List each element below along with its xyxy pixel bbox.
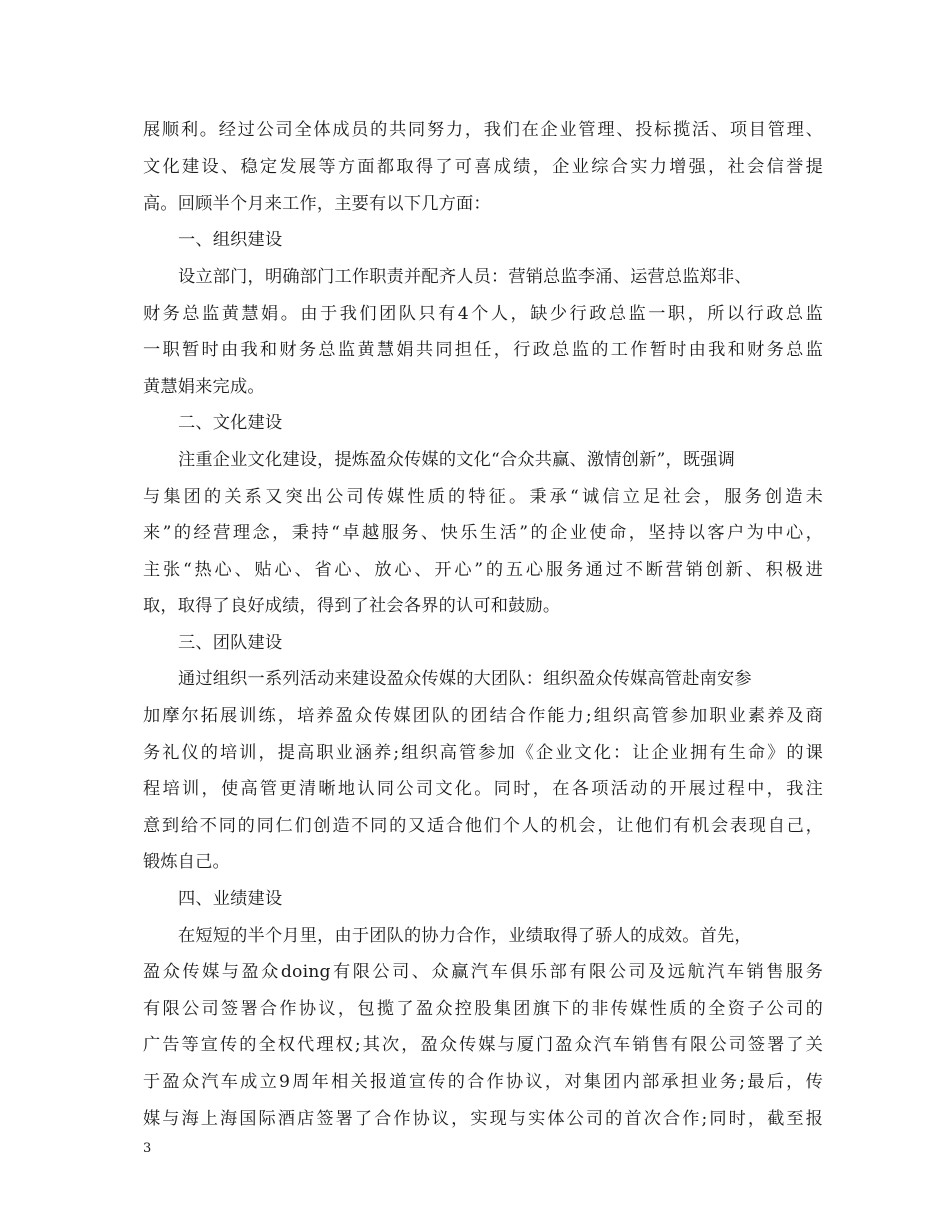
paragraph-line: 展顺利。经过公司全体成员的共同努力，我们在企业管理、投标揽活、项目管理、	[143, 120, 823, 140]
paragraph-line: 广告等宣传的全权代理权;其次，盈众传媒与厦门盈众汽车销售有限公司签署了关	[143, 1035, 823, 1055]
paragraph-line: 于盈众汽车成立9周年相关报道宣传的合作协议，对集团内部承担业务;最后，传	[143, 1072, 823, 1092]
section-heading: 一、组织建设	[178, 230, 283, 250]
paragraph-line: 务礼仪的培训，提高职业涵养;组织高管参加《企业文化：让企业拥有生命》的课	[143, 743, 823, 763]
paragraph-line: 黄慧娟来完成。	[143, 377, 265, 397]
paragraph-line: 来”的经营理念，秉持“卓越服务、快乐生活”的企业使命，坚持以客户为中心，	[143, 523, 823, 543]
section-heading: 四、业绩建设	[178, 889, 283, 909]
paragraph-line: 锻炼自己。	[143, 852, 230, 872]
paragraph-line: 媒与海上海国际酒店签署了合作协议，实现与实体公司的首次合作;同时，截至报	[143, 1109, 823, 1129]
paragraph-line: 盈众传媒与盈众doing有限公司、众赢汽车俱乐部有限公司及远航汽车销售服务	[143, 962, 823, 982]
paragraph-line: 取，取得了良好成绩，得到了社会各界的认可和鼓励。	[143, 596, 561, 616]
paragraph-line: 与集团的关系又突出公司传媒性质的特征。秉承“诚信立足社会，服务创造未	[143, 487, 823, 507]
paragraph-line: 设立部门，明确部门工作职责并配齐人员：营销总监李涌、运营总监郑非、	[178, 267, 752, 287]
section-heading: 三、团队建设	[178, 633, 283, 653]
paragraph-line: 一职暂时由我和财务总监黄慧娟共同担任，行政总监的工作暂时由我和财务总监	[143, 340, 823, 360]
paragraph-line: 高。回顾半个月来工作，主要有以下几方面：	[143, 194, 491, 214]
paragraph-line: 财务总监黄慧娟。由于我们团队只有4个人，缺少行政总监一职，所以行政总监	[143, 304, 823, 324]
paragraph-line: 意到给不同的同仁们创造不同的又适合他们个人的机会，让他们有机会表现自己，	[143, 816, 823, 836]
paragraph-line: 有限公司签署合作协议，包揽了盈众控股集团旗下的非传媒性质的全资子公司的	[143, 999, 823, 1019]
paragraph-line: 文化建设、稳定发展等方面都取得了可喜成绩，企业综合实力增强，社会信誉提	[143, 157, 823, 177]
paragraph-line: 主张“热心、贴心、省心、放心、开心”的五心服务通过不断营销创新、积极进	[143, 560, 823, 580]
page-number: 3	[143, 1141, 152, 1156]
paragraph-line: 通过组织一系列活动来建设盈众传媒的大团队：组织盈众传媒高管赴南安参	[178, 669, 752, 689]
section-heading: 二、文化建设	[178, 413, 283, 433]
paragraph-line: 程培训，使高管更清晰地认同公司文化。同时，在各项活动的开展过程中，我注	[143, 779, 823, 799]
paragraph-line: 注重企业文化建设，提炼盈众传媒的文化“合众共赢、激情创新”，既强调	[178, 450, 735, 470]
paragraph-line: 在短短的半个月里，由于团队的协力合作，业绩取得了骄人的成效。首先，	[178, 926, 752, 946]
paragraph-line: 加摩尔拓展训练，培养盈众传媒团队的团结合作能力;组织高管参加职业素养及商	[143, 706, 823, 726]
